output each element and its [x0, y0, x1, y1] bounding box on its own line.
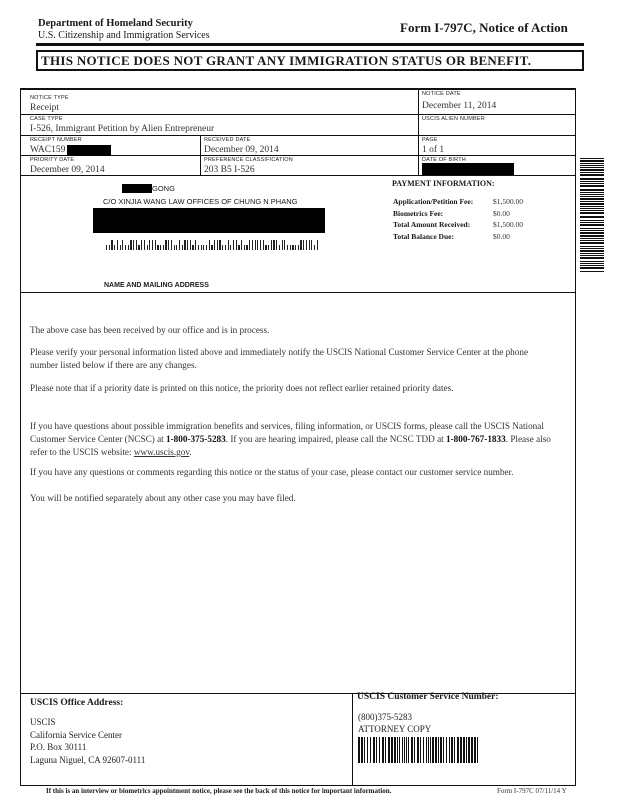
barcode-bar — [219, 240, 220, 250]
barcode-bar — [182, 245, 183, 250]
barcode-bar — [149, 240, 150, 250]
bottom-divider — [352, 693, 353, 786]
barcode-bar — [382, 737, 384, 763]
barcode-bar — [257, 240, 258, 250]
barcode-bar — [130, 240, 131, 250]
barcode-bar — [449, 737, 450, 763]
priority-date-label: PRIORITY DATE — [30, 157, 75, 163]
barcode-bar — [165, 240, 166, 250]
body-text: . If you are hearing impaired, please call the NCSC TDD at — [225, 434, 446, 444]
addressee-name: GONG — [152, 184, 175, 193]
barcode-bar — [246, 245, 247, 250]
notice-type-label: NOTICE TYPE — [30, 95, 69, 101]
barcode-bar — [236, 240, 237, 250]
office-address — [30, 716, 145, 766]
office-line: USCIS — [30, 717, 56, 727]
barcode-bar — [402, 737, 403, 763]
barcode-bar — [265, 245, 266, 250]
barcode-bar — [580, 235, 604, 237]
payment-value: $0.00 — [493, 208, 510, 218]
barcode-bar — [260, 240, 261, 250]
barcode-bar — [179, 240, 180, 250]
barcode-bar — [580, 189, 604, 191]
barcode-bar — [268, 245, 269, 250]
addressee-care-of: C/O XINJIA WANG LAW OFFICES OF CHUNG N PHANG — [103, 197, 298, 206]
priority-date-value: December 09, 2014 — [30, 165, 105, 175]
barcode-bar — [276, 240, 277, 250]
payment-title: PAYMENT INFORMATION: — [392, 179, 495, 188]
barcode-bar — [376, 737, 377, 763]
barcode-bar — [171, 240, 172, 250]
barcode-bar — [295, 245, 296, 250]
subagency-name: U.S. Citizenship and Immigration Services — [38, 30, 210, 41]
barcode-bar — [580, 169, 604, 171]
barcode-bar — [580, 238, 604, 239]
barcode-bar — [117, 240, 118, 250]
barcode-bar — [406, 737, 407, 763]
barcode-bar — [120, 245, 121, 250]
barcode-bar — [217, 240, 218, 250]
barcode-bar — [136, 240, 137, 250]
barcode-bar — [114, 245, 115, 250]
barcode-bar — [466, 737, 467, 763]
notice-date-label: NOTICE DATE — [422, 91, 461, 97]
barcode-bar — [454, 737, 455, 763]
barcode-bar — [195, 240, 196, 250]
barcode-bar — [580, 224, 604, 226]
barcode-bar — [160, 245, 161, 250]
bottom-barcode — [358, 737, 478, 763]
barcode-bar — [255, 240, 256, 250]
barcode-bar — [230, 245, 231, 250]
barcode-bar — [580, 160, 604, 162]
barcode-bar — [155, 240, 156, 250]
barcode-bar — [580, 163, 604, 164]
barcode-bar — [203, 245, 204, 250]
barcode-bar — [309, 240, 310, 250]
barcode-bar — [214, 240, 215, 250]
payment-label: Total Balance Due: — [393, 231, 454, 241]
barcode-bar — [192, 245, 193, 250]
barcode-bar — [358, 737, 360, 763]
barcode-bar — [580, 257, 604, 259]
agency-name: Department of Homeland Security — [38, 18, 193, 29]
redaction-box — [67, 145, 111, 156]
notice-type-value: Receipt — [30, 103, 60, 113]
payment-value: $1,500.00 — [493, 197, 523, 206]
office-line: Laguna Niguel, CA 92607-0111 — [30, 754, 146, 765]
barcode-bar — [201, 245, 202, 250]
barcode-bar — [225, 245, 226, 250]
barcode-bar — [370, 737, 371, 763]
barcode-bar — [147, 245, 148, 250]
receipt-number-label: RECEIPT NUMBER — [30, 137, 82, 143]
barcode-bar — [152, 240, 153, 250]
barcode-bar — [311, 240, 312, 250]
barcode-bar — [580, 194, 604, 195]
barcode-bar — [233, 240, 234, 250]
barcode-bar — [314, 245, 315, 250]
payment-row-values — [493, 196, 523, 242]
barcode-bar — [138, 245, 139, 250]
barcode-bar — [397, 737, 398, 763]
header-rule — [36, 43, 584, 46]
barcode-bar — [361, 737, 363, 763]
barcode-bar — [411, 737, 413, 763]
barcode-bar — [300, 240, 301, 250]
barcode-bar — [211, 245, 212, 250]
barcode-bar — [580, 167, 604, 168]
barcode-bar — [580, 232, 604, 234]
barcode-bar — [284, 240, 285, 250]
body-paragraph — [30, 420, 555, 459]
barcode-bar — [379, 737, 380, 763]
barcode-bar — [163, 245, 164, 250]
main-top-rule — [20, 88, 576, 90]
barcode-bar — [580, 248, 604, 249]
barcode-bar — [287, 245, 288, 250]
body-text: If you have questions about possible immigration benefits and services, filing information, or USCIS forms, please call the USCIS National Customer Service Center (NCSC) at — [30, 421, 544, 444]
barcode-bar — [292, 245, 293, 250]
barcode-bar — [168, 240, 169, 250]
barcode-bar — [282, 240, 283, 250]
office-title: USCIS Office Address: — [30, 698, 124, 708]
barcode-bar — [306, 240, 307, 250]
body-text: . Please also refer to the USCIS website: — [30, 434, 551, 457]
payment-value: $0.00 — [493, 231, 510, 241]
barcode-bar — [430, 737, 431, 763]
barcode-bar — [457, 737, 459, 763]
barcode-bar — [580, 210, 604, 211]
barcode-bar — [580, 267, 604, 269]
barcode-bar — [580, 228, 604, 229]
barcode-bar — [471, 737, 473, 763]
barcode-bar — [187, 240, 188, 250]
payment-row-labels — [393, 196, 473, 242]
barcode-bar — [432, 737, 434, 763]
barcode-bar — [463, 737, 465, 763]
barcode-bar — [580, 198, 604, 200]
barcode-bar — [580, 206, 604, 207]
grid-line — [200, 135, 201, 175]
payment-label: Application/Petition Fee: — [393, 197, 474, 206]
barcode-bar — [176, 245, 177, 250]
side-barcode — [580, 158, 604, 273]
barcode-bar — [580, 271, 604, 272]
page-label: PAGE — [422, 137, 438, 143]
barcode-bar — [373, 737, 375, 763]
barcode-bar — [222, 245, 223, 250]
barcode-bar — [290, 245, 291, 250]
preference-label: PREFERENCE CLASSIFICATION — [204, 157, 293, 163]
barcode-bar — [580, 265, 604, 266]
notice-date-value: December 11, 2014 — [422, 101, 497, 111]
service-title: USCIS Customer Service Number: — [357, 692, 499, 702]
barcode-bar — [111, 240, 112, 250]
barcode-bar — [279, 245, 280, 250]
barcode-bar — [209, 240, 210, 250]
barcode-bar — [446, 737, 447, 763]
attorney-copy-label: ATTORNEY COPY — [358, 724, 432, 734]
barcode-bar — [440, 737, 442, 763]
barcode-bar — [580, 203, 604, 205]
barcode-bar — [423, 737, 424, 763]
footer-note: If this is an interview or biometrics appointment notice, please see the back of this notice for important information. — [46, 787, 392, 795]
barcode-bar — [238, 245, 239, 250]
uscis-website-link[interactable]: www.uscis.gov — [133, 447, 190, 457]
postal-barcode — [106, 240, 321, 250]
barcode-bar — [580, 201, 604, 202]
barcode-bar — [580, 263, 604, 264]
barcode-bar — [451, 737, 453, 763]
barcode-bar — [206, 245, 207, 250]
barcode-bar — [174, 245, 175, 250]
barcode-bar — [133, 240, 134, 250]
barcode-bar — [580, 212, 604, 214]
barcode-bar — [190, 240, 191, 250]
office-line: California Service Center — [30, 729, 122, 740]
barcode-bar — [580, 174, 604, 176]
tdd-phone: 1-800-767-1833 — [446, 434, 506, 444]
barcode-bar — [477, 737, 478, 763]
barcode-bar — [298, 245, 299, 250]
case-type-label: CASE TYPE — [30, 116, 63, 122]
barcode-bar — [184, 240, 185, 250]
barcode-bar — [580, 246, 604, 247]
footer-form-id: Form I-797C 07/11/14 Y — [497, 787, 567, 795]
barcode-bar — [391, 737, 393, 763]
barcode-bar — [128, 245, 129, 250]
barcode-bar — [367, 737, 368, 763]
body-text: . — [189, 447, 192, 457]
barcode-bar — [580, 242, 604, 244]
barcode-bar — [244, 245, 245, 250]
barcode-bar — [317, 240, 318, 250]
barcode-bar — [198, 245, 199, 250]
barcode-bar — [580, 261, 604, 262]
barcode-bar — [394, 737, 396, 763]
barcode-bar — [271, 240, 272, 250]
barcode-bar — [580, 185, 604, 187]
page-value: 1 of 1 — [422, 145, 445, 155]
barcode-bar — [388, 737, 390, 763]
barcode-bar — [303, 240, 304, 250]
barcode-bar — [125, 245, 126, 250]
barcode-bar — [443, 737, 444, 763]
barcode-bar — [580, 158, 604, 159]
grid-line — [418, 135, 419, 175]
barcode-bar — [144, 240, 145, 250]
barcode-bar — [460, 737, 462, 763]
office-line: P.O. Box 30111 — [30, 742, 87, 752]
body-paragraph: If you have any questions or comments regarding this notice or the status of your case, please contact our customer service number. — [30, 467, 514, 477]
barcode-bar — [228, 240, 229, 250]
barcode-bar — [364, 737, 365, 763]
barcode-bar — [420, 737, 421, 763]
mailing-address-label: NAME AND MAILING ADDRESS — [104, 282, 209, 289]
redaction-box — [422, 163, 514, 175]
barcode-bar — [426, 737, 427, 763]
alien-number-label: USCIS ALIEN NUMBER — [422, 116, 485, 122]
barcode-bar — [468, 737, 470, 763]
payment-label: Biometrics Fee: — [393, 208, 444, 218]
barcode-bar — [122, 240, 123, 250]
received-date-label: RECEIVED DATE — [204, 137, 251, 143]
barcode-bar — [241, 240, 242, 250]
barcode-bar — [580, 216, 604, 218]
barcode-bar — [404, 737, 405, 763]
barcode-bar — [580, 178, 604, 180]
barcode-bar — [417, 737, 419, 763]
barcode-bar — [580, 165, 604, 166]
barcode-bar — [141, 240, 142, 250]
barcode-bar — [580, 183, 604, 184]
barcode-bar — [580, 181, 604, 182]
barcode-bar — [109, 245, 110, 250]
payment-label: Total Amount Received: — [393, 220, 471, 229]
receipt-number-value: WAC159 — [30, 145, 66, 155]
barcode-bar — [580, 196, 604, 197]
barcode-bar — [580, 230, 604, 231]
barcode-bar — [263, 240, 264, 250]
ncsc-phone: 1-800-375-5283 — [166, 434, 226, 444]
redaction-box — [93, 208, 325, 233]
grid-line — [418, 90, 419, 135]
barcode-bar — [157, 245, 158, 250]
barcode-bar — [414, 737, 415, 763]
barcode-bar — [385, 737, 386, 763]
banner-text: THIS NOTICE DOES NOT GRANT ANY IMMIGRATION STATUS OR BENEFIT. — [41, 53, 532, 68]
barcode-bar — [399, 737, 400, 763]
barcode-bar — [273, 240, 274, 250]
barcode-bar — [580, 172, 604, 173]
case-type-value: I-526, Immigrant Petition by Alien Entrepreneur — [30, 124, 215, 134]
body-paragraph: The above case has been received by our office and is in process. — [30, 325, 270, 335]
body-paragraph: Please note that if a priority date is printed on this notice, the priority does not reflect earlier retained priority dates. — [30, 383, 454, 393]
barcode-bar — [580, 222, 604, 223]
body-paragraph: You will be notified separately about any other case you may have filed. — [30, 493, 296, 503]
barcode-bar — [580, 192, 604, 193]
address-rule — [20, 292, 576, 293]
barcode-bar — [580, 255, 604, 256]
preference-value: 203 B5 I-526 — [204, 165, 255, 175]
dob-label: DATE OF BIRTH — [422, 157, 466, 163]
barcode-bar — [106, 245, 107, 250]
barcode-bar — [474, 737, 476, 763]
grid-line — [20, 135, 576, 136]
redaction-box — [122, 184, 152, 193]
service-phone: (800)375-5283 — [358, 712, 412, 722]
barcode-bar — [580, 208, 604, 209]
barcode-bar — [408, 737, 409, 763]
barcode-bar — [249, 240, 250, 250]
payment-value: $1,500.00 — [493, 220, 523, 229]
barcode-bar — [580, 220, 604, 221]
barcode-bar — [435, 737, 437, 763]
barcode-bar — [252, 240, 253, 250]
form-title: Form I-797C, Notice of Action — [400, 20, 568, 35]
barcode-bar — [580, 250, 604, 252]
grid-line — [20, 114, 576, 115]
barcode-bar — [428, 737, 429, 763]
barcode-bar — [580, 240, 604, 241]
barcode-bar — [438, 737, 439, 763]
received-date-value: December 09, 2014 — [204, 145, 279, 155]
body-paragraph: Please verify your personal information listed above and immediately notify the USCIS National Customer Service Center at the phone number listed below if there are any changes. — [30, 347, 529, 370]
barcode-bar — [580, 253, 604, 254]
